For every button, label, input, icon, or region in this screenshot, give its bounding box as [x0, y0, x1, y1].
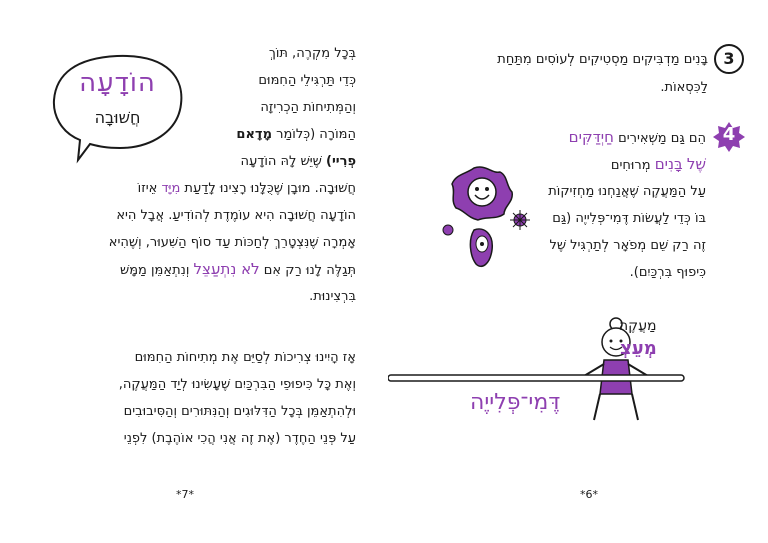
banim-word: בָּנִים	[654, 155, 683, 173]
bubble-subtitle: חֲשׁוּבָה	[94, 108, 141, 127]
text-line	[611, 151, 706, 179]
text-line: עַל הַמַּעֲקֶה שֶׁאֲנַחְנוּ מַחְזִיקוֹת	[548, 184, 706, 199]
text-segment: מְרוּחִים	[610, 158, 651, 173]
text-segment: אֵיזוֹ	[137, 181, 158, 196]
germs-word: חַיְדַּקִּים	[568, 128, 614, 146]
text-line	[241, 148, 357, 175]
text-segment: שֶׁיֵּשׁ לָהּ הוֹדָעָה	[240, 154, 322, 169]
text-line: זֶה רַק שֵׁם מְפֹאָר לְתַרְגִּיל שֶׁל	[549, 238, 706, 253]
text-segment: וְנִתְאַמֵּן מַמָּשׁ	[120, 263, 190, 278]
page-number: *6*	[580, 488, 598, 501]
text-line: לַכִּסְאוֹת.	[660, 80, 708, 95]
text-line	[236, 121, 356, 148]
label-demi-plie: דֶּמִי־פְּלִייֶה	[470, 390, 561, 415]
text-line	[569, 124, 706, 152]
item-number-4: 4	[722, 124, 736, 145]
emphasis-word: מִיָּד	[161, 181, 181, 196]
madam-name: פְרִיי)	[326, 154, 356, 169]
text-line: הוֹדָעָה חֲשׁוּבָה הִיא עוֹמֶדֶת לְהוֹדִיעַ. אֲבָל הִיא	[116, 208, 356, 223]
text-line	[138, 175, 356, 202]
text-line: אָמְרָה שֶׁנִּצְטָרֵךְ לְחַכּוֹת עַד סוֹף הַשִּׁעוּר, וְשֶׁהִיא	[108, 235, 356, 250]
text-line: בְּכָל מִקְרֶה, תּוֹךְ	[268, 46, 356, 61]
label-metzaz: מְעֵצְ	[620, 338, 657, 359]
text-line: בּוֹ כְּדֵי לַעֲשׂוֹת דֶּמִי־פְּלִייֶה (גַּם	[552, 211, 706, 226]
text-segment: הֵם גַּם מַשְׁאִירִים	[618, 131, 706, 146]
item-number-3: 3	[714, 44, 744, 74]
text-line: אָז הָיִינוּ צְרִיכוֹת לְסַיֵּם אֶת מְתִיחוֹת הַחִמּוּם	[134, 350, 356, 365]
text-line: וּלְהִתְאַמֵּן בְּכָל הַדִּלּוּגִים וְהַנִּתּוּרִים וְהַסִּיבוּבִים	[123, 404, 356, 419]
text-line: עַל פְּנֵי הַחֶדֶר (אֶת זֶה אֲנִי הֲכִי אוֹהֶבֶת) לִפְנֵי	[123, 431, 356, 446]
text-line: בִּרְצִינוּת.	[309, 289, 356, 304]
text-line: כִּיפוּף בִּרְכַּיִם).	[629, 265, 706, 280]
text-line: כְּדֵי תַּרְגִּילֵי הַחִמּוּם	[258, 73, 356, 88]
text-segment: חֲשׁוּבָה. מוּבָן שֶׁכֻּלָּנוּ רָצִינוּ לָדַעַת	[184, 181, 356, 196]
barre-illustration	[388, 372, 688, 386]
shel-word: שֶׁל	[686, 155, 706, 173]
text-segment: הַמּוֹרָה (כְּלוֹמַר	[276, 127, 356, 142]
text-line: בָּנִים מַדְבִּיקִים מַסְטִיקִים לְעוֹסִים מִתַּחַת	[497, 52, 708, 67]
page-number: *7*	[176, 488, 194, 501]
text-line: וְאֶת כָּל כִּיפוּפֵי הַבִּרְכַּיִם שֶׁעָשִׂינוּ לְיַד הַמַּעֲקֶה,	[118, 377, 356, 392]
germs-illustration	[434, 160, 534, 280]
bubble-title: הוֹדָעָה	[79, 68, 156, 98]
label-maake: מַעֲקֶה	[619, 318, 657, 334]
text-line	[120, 256, 356, 284]
madam-name: מָדָאם	[236, 127, 272, 142]
text-segment: תְּגַלֶּה לָנוּ רַק אִם	[263, 263, 356, 278]
text-line: וְהַמְּתִיחוֹת הַכְרִיזָה	[260, 100, 356, 115]
emphasis-word: לֹא נִתְעַצֵּל	[193, 260, 260, 278]
right-page	[384, 0, 768, 543]
